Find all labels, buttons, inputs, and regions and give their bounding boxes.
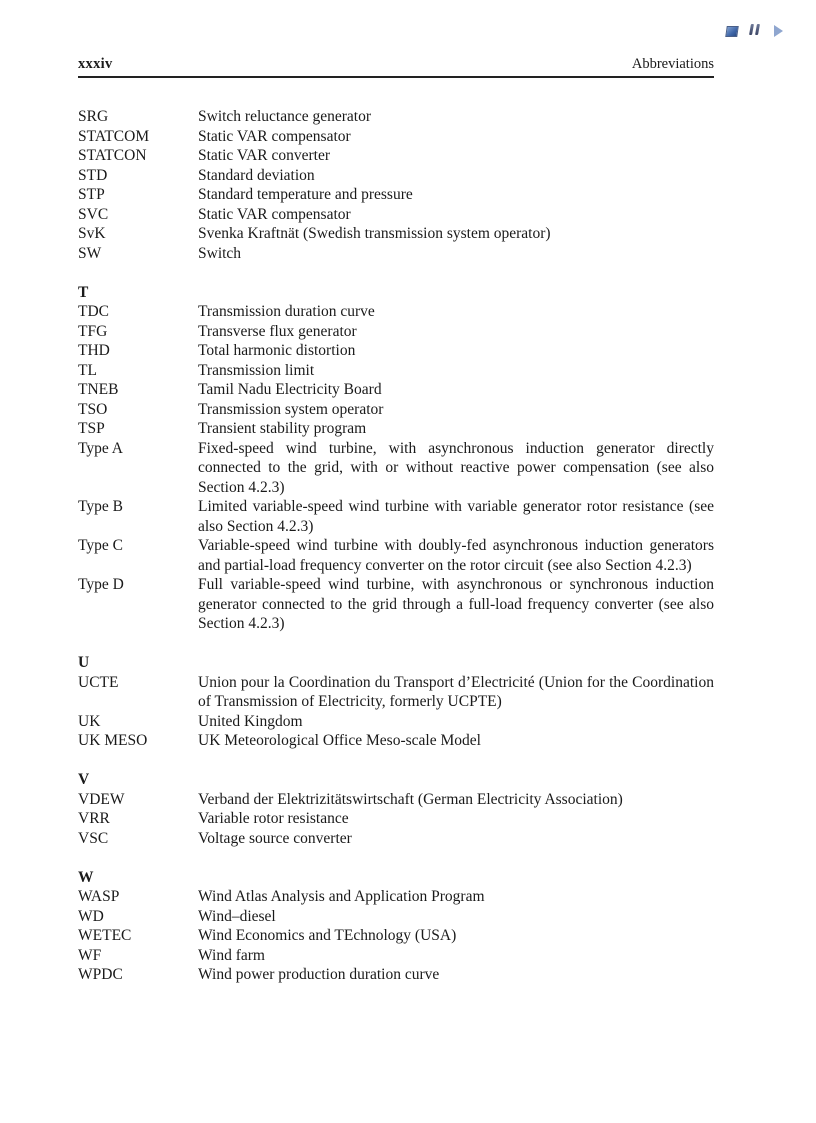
definition: Transverse flux generator <box>198 322 357 340</box>
abbreviation: TSP <box>78 420 105 437</box>
abbreviation: Type D <box>78 576 124 593</box>
section-letter: W <box>78 868 94 886</box>
definition: Static VAR compensator <box>198 205 351 223</box>
list-item <box>78 341 714 361</box>
abbreviation: WF <box>78 946 102 964</box>
abbreviation: UK <box>78 712 101 730</box>
play-triangle-icon <box>774 25 783 37</box>
definition: Transient stability program <box>198 420 367 437</box>
definition: Variable rotor resistance <box>198 810 349 827</box>
definition: Static VAR converter <box>198 147 331 164</box>
definition: Static VAR compensator <box>198 127 351 145</box>
list-item <box>78 965 714 985</box>
pause-icon-bar <box>755 24 760 35</box>
abbreviation: VRR <box>78 810 110 827</box>
running-title: Abbreviations <box>631 56 714 72</box>
abbreviation: THD <box>78 342 110 359</box>
list-item <box>78 497 714 536</box>
definition: Wind farm <box>198 946 265 964</box>
definition: Transmission system operator <box>198 400 384 418</box>
list-item <box>78 439 714 498</box>
abbreviation: STATCON <box>78 147 147 164</box>
list-item <box>78 809 714 829</box>
list-item <box>78 731 714 751</box>
list-item <box>78 419 714 439</box>
abbreviation: UCTE <box>78 673 119 691</box>
abbreviation: STATCOM <box>78 127 150 145</box>
definition: Transmission limit <box>198 361 315 379</box>
abbreviation: TFG <box>78 322 108 340</box>
definition: Switch reluctance generator <box>198 108 371 125</box>
abbreviation: TL <box>78 361 97 379</box>
definition: Wind power production duration curve <box>198 966 440 983</box>
definition: Limited variable-speed wind turbine with variable generator rotor resistance (see also Section 4.2.3) <box>198 498 714 535</box>
abbreviation: TNEB <box>78 381 119 398</box>
section-s <box>78 107 714 263</box>
section-t <box>78 283 714 634</box>
abbreviation: Type B <box>78 498 123 515</box>
list-item <box>78 400 714 420</box>
pause-icon <box>749 24 754 35</box>
viewer-toolbar <box>726 24 786 36</box>
definition: Fixed-speed wind turbine, with asynchronous induction generator directly connected to the grid, with or without reactive power compensation (see also Section 4.2.3) <box>198 439 714 496</box>
definition: Standard temperature and pressure <box>198 186 413 203</box>
definition: Transmission duration curve <box>198 303 375 320</box>
list-item <box>78 361 714 381</box>
definition: UK Meteorological Office Meso-scale Model <box>198 732 481 749</box>
list-item <box>78 107 714 127</box>
stop-button[interactable] <box>726 24 738 36</box>
list-item <box>78 224 714 244</box>
definition: Tamil Nadu Electricity Board <box>198 381 382 398</box>
abbreviation: SRG <box>78 108 109 125</box>
definition: Full variable-speed wind turbine, with asynchronous or synchronous induction generator connected to the grid through a full-load frequency converter (see also Section 4.2.3) <box>198 576 714 632</box>
list-item <box>78 926 714 946</box>
abbreviation: UK MESO <box>78 732 148 749</box>
list-item <box>78 166 714 186</box>
abbreviation: STD <box>78 166 108 184</box>
list-item <box>78 946 714 966</box>
list-item <box>78 829 714 849</box>
definition: Switch <box>198 244 242 262</box>
abbreviation: SW <box>78 244 102 262</box>
abbreviation: TSO <box>78 400 108 418</box>
section-u <box>78 653 714 751</box>
definition: Voltage source converter <box>198 829 352 847</box>
definition: Wind–diesel <box>198 907 276 925</box>
list-item <box>78 302 714 322</box>
abbreviation: Type C <box>78 537 123 554</box>
pause-button[interactable] <box>750 24 762 36</box>
definition: United Kingdom <box>198 712 303 730</box>
list-item <box>78 380 714 400</box>
section-v <box>78 770 714 848</box>
abbreviation: WASP <box>78 888 120 905</box>
definition: Wind Economics and TEchnology (USA) <box>198 927 457 944</box>
list-item <box>78 907 714 927</box>
abbreviation: TDC <box>78 303 109 320</box>
section-w <box>78 868 714 985</box>
list-item <box>78 146 714 166</box>
definition: Svenka Kraftnät (Swedish transmission system operator) <box>198 225 551 242</box>
abbreviation: STP <box>78 186 105 203</box>
list-item <box>78 244 714 264</box>
list-item <box>78 322 714 342</box>
list-item <box>78 712 714 732</box>
abbreviation-list <box>78 107 714 985</box>
page-header <box>78 56 714 78</box>
play-button[interactable] <box>774 24 786 36</box>
definition: Standard deviation <box>198 166 315 184</box>
section-letter: V <box>78 771 90 788</box>
definition: Total harmonic distortion <box>198 342 356 359</box>
definition: Verband der Elektrizitätswirtschaft (German Electricity Association) <box>198 790 623 808</box>
definition: Wind Atlas Analysis and Application Program <box>198 888 485 905</box>
list-item <box>78 673 714 712</box>
abbreviation: VDEW <box>78 790 125 808</box>
list-item <box>78 536 714 575</box>
abbreviation: WETEC <box>78 927 132 944</box>
definition: Union pour la Coordination du Transport d’Electricité (Union for the Coordination of Transmission of Electricity, formerly UCPTE) <box>198 673 714 710</box>
abbreviation: WD <box>78 907 104 925</box>
section-letter: T <box>78 283 89 301</box>
list-item <box>78 205 714 225</box>
abbreviation: Type A <box>78 439 123 457</box>
page-number: xxxiv <box>78 56 113 72</box>
list-item <box>78 185 714 205</box>
abbreviation: SVC <box>78 205 109 223</box>
abbreviation: SvK <box>78 225 106 242</box>
definition: Variable-speed wind turbine with doubly-fed asynchronous induction generators and partial-load frequency converter on the rotor circuit (see also Section 4.2.3) <box>198 537 714 574</box>
abbreviation: WPDC <box>78 966 123 983</box>
list-item <box>78 790 714 810</box>
abbreviation: VSC <box>78 829 109 847</box>
list-item <box>78 127 714 147</box>
section-letter: U <box>78 654 90 671</box>
list-item <box>78 575 714 634</box>
list-item <box>78 887 714 907</box>
stop-square-icon <box>725 26 739 37</box>
